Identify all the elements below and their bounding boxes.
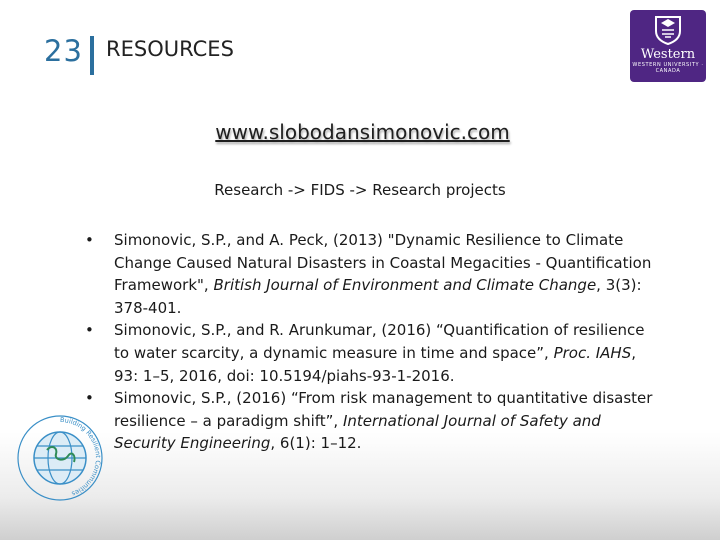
university-crest-icon <box>654 15 682 45</box>
slide-number: 23 <box>44 34 83 68</box>
reference-item <box>84 319 664 387</box>
reference-details: , 6(1): 1–12. <box>270 434 362 453</box>
reference-list <box>84 229 664 455</box>
bullet-icon: • <box>85 321 94 340</box>
reference-details: , 93: 1–5, 2016, doi: 10.5194/piahs-93-1-2016. <box>114 343 637 385</box>
reference-item <box>84 229 664 319</box>
reference-journal: British Journal of Environment and Climate Change <box>213 276 597 295</box>
globe-logo-icon <box>12 410 108 510</box>
reference-details: , 3(3): 378-401. <box>114 276 642 317</box>
community-logo-text: Building Resilient Communities <box>59 415 102 498</box>
reference-journal: Proc. IAHS <box>553 343 632 362</box>
website-link[interactable]: www.slobodansimonovic.com <box>215 120 510 144</box>
logo-subtitle: WESTERN UNIVERSITY · CANADA <box>632 62 704 74</box>
title-divider <box>90 36 94 75</box>
bullet-icon: • <box>85 389 94 408</box>
navigation-path: Research -> FIDS -> Research projects <box>214 181 506 199</box>
reference-text: Simonovic, S.P., (2016) “From risk management to quantitative disaster resilience – a paradigm shift”, <box>114 389 653 430</box>
reference-text: Simonovic, S.P., and A. Peck, (2013) "Dynamic Resilience to Climate Change Caused Natural Disasters in Coastal Megacities - Quantification Framework", <box>114 231 652 295</box>
reference-item <box>84 387 664 455</box>
western-logo <box>630 10 706 82</box>
logo-name: Western <box>640 47 696 62</box>
reference-journal: International Journal of Safety and Security Engineering <box>114 411 601 453</box>
bullet-icon: • <box>85 231 94 249</box>
reference-text: Simonovic, S.P., and R. Arunkumar, (2016) “Quantification of resilience to water scarcity, a dynamic measure in time and space”, <box>114 321 645 362</box>
slide-title: RESOURCES <box>106 37 234 61</box>
